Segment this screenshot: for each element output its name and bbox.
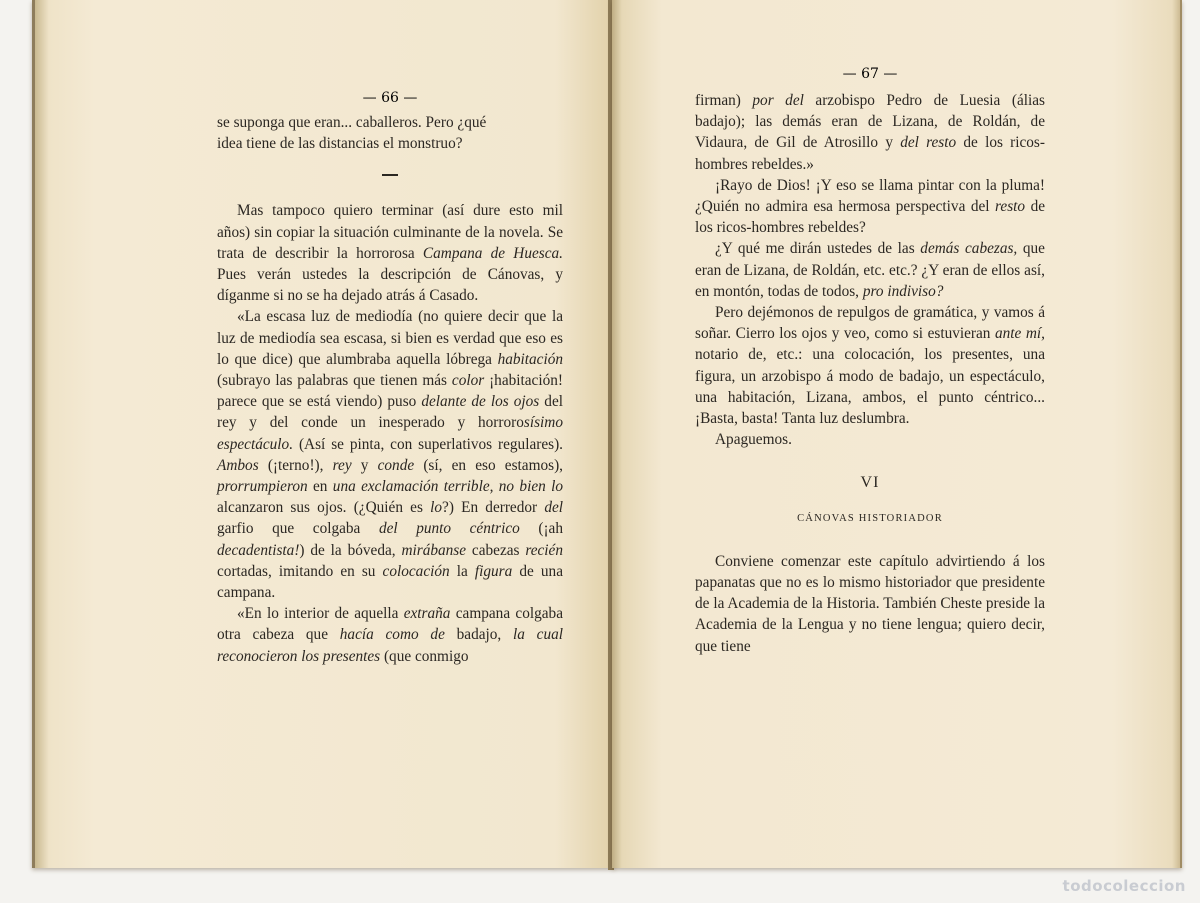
paragraph-text: que eran de Lizana, de Roldán, etc. etc.? ¿Y eran de ellos así, en montón, todas de todos, (695, 240, 1045, 300)
paragraph-italic-text: ante mí, (994, 325, 1045, 343)
paragraph-italic-text: pro indiviso? (862, 282, 944, 300)
left-page (32, 0, 615, 868)
left-page-text (217, 112, 563, 667)
paragraph-italic-text: prorrumpieron (217, 478, 308, 496)
paragraph: Apaguemos. (715, 431, 792, 449)
paragraph-italic-text: Campana de Huesca. (422, 244, 564, 262)
paragraph-text: cortadas, imitando en su (217, 562, 383, 580)
paragraph-text: Pues verán ustedes la descripción de Cánovas, y díganme si no se ha dejado atrás á Casado. (217, 266, 563, 305)
paragraph-italic-text: Ambos (217, 456, 259, 474)
paragraph-text: (subrayo las palabras que tienen más (217, 372, 452, 390)
paragraph (217, 603, 563, 667)
paragraph-text: ?) En derredor (442, 499, 545, 517)
paragraph-italic-text: la cual reconocieron los presentes (217, 626, 564, 665)
paragraph-text: (Así se pinta, con superlativos regulares). (293, 435, 563, 453)
paragraph-italic-text: del resto (900, 134, 957, 152)
paragraph (695, 302, 1045, 429)
paragraph-italic-text: sísimo espectáculo. (217, 414, 563, 453)
paragraph (695, 175, 1045, 239)
paragraph-italic-text: demás cabezas, (920, 240, 1018, 258)
paragraph: Conviene comenzar este capítulo advirtiendo á los papanatas que no es lo mismo historiador que presidente de la Academia de la Historia. También Cheste preside la Academia de la Lengua y no tiene lengua; quiero decir, que tiene (695, 552, 1045, 655)
paragraph-italic-text: decadentista! (217, 541, 300, 559)
paragraph-text: en (307, 478, 333, 496)
paragraph (217, 200, 563, 306)
paragraph-text: (¡terno!), (258, 456, 333, 474)
paragraph-italic-text: resto (995, 198, 1026, 216)
right-page (612, 0, 1182, 868)
paragraph-text: y (351, 456, 378, 474)
paragraph-text: de una campana. (217, 562, 563, 602)
paragraph-text: «La escasa luz de mediodía (no quiere decir que la luz de mediodía sea escasa, si bien es verdad que eso es lo que dice) que alumbraba aquella lóbrega (217, 308, 563, 368)
paragraph-italic-text: delante de los ojos (421, 393, 540, 411)
paragraph-italic-text: lo (430, 499, 443, 517)
paragraph-text: (que conmigo (380, 647, 469, 665)
paragraph-italic-text: color (451, 372, 485, 390)
paragraph-italic-text: por del (752, 92, 804, 109)
paragraph-italic-text: hacía como de (339, 626, 445, 644)
paragraph-text: badajo, (444, 626, 513, 644)
open-book (20, 0, 1192, 875)
paragraph-italic-text: recién (525, 541, 563, 559)
paragraph-text: ¡Rayo de Dios! ¡Y eso se llama pintar con la pluma! ¿Quién no admira esa hermosa perspectiva del (695, 176, 1045, 216)
paragraph-text: (sí, en eso estamos), (414, 456, 563, 474)
paragraph-text: (¡ah (519, 520, 563, 538)
paragraph-italic-text: mirábanse (401, 541, 467, 559)
right-page-text (695, 90, 1045, 657)
paragraph-italic-text: habitación (497, 350, 563, 368)
paragraph-italic-text: una exclamación terrible, no bien lo (332, 478, 564, 496)
paragraph-text: ¿Y qué me dirán ustedes de las (715, 240, 921, 258)
watermark-logo: todocoleccion (1062, 877, 1186, 895)
section-rule (382, 174, 398, 176)
paragraph-text: notario de, etc.: una colocación, los presentes, una figura, un arzobispo á modo de badajo, un espectáculo, una habitación, Lizana, ambos, el punto céntrico... ¡Basta, basta! Tanta luz deslumbra. (695, 346, 1045, 428)
paragraph-text: alcanzaron sus ojos. (¿Quién es (217, 499, 431, 517)
paragraph-text: de los ricos-hombres rebeldes.» (695, 134, 1045, 173)
paragraph-text: ) de la bóveda, (299, 541, 402, 559)
paragraph-text: la (449, 562, 475, 580)
page-number-left: — 66 — (362, 90, 418, 106)
paragraph-text: ¡habitación! parece que se está viendo) puso (217, 372, 563, 411)
paragraph-text: Mas tampoco quiero terminar (así dure esto mil años) sin copiar la situación culminante de la novela. Se trata de describir la horrorosa (217, 202, 563, 262)
paragraph-text: arzobispo Pedro de Luesia (álias badajo); las demás eran de Lizana, de Roldán, de Vidaura, de Gil de Atrosillo y (695, 92, 1045, 152)
paragraph-text: garfio que colgaba (217, 520, 379, 538)
paragraph-italic-text: del punto céntrico (378, 520, 520, 538)
paragraph-italic-text: extraña (403, 605, 451, 623)
paragraph-text: firman) (695, 92, 753, 109)
paragraph-italic-text: figura (474, 562, 513, 580)
paragraph-text: Pero dejémonos de repulgos de gramática, y vamos á soñar. Cierro los ojos y veo, como si estuvieran (695, 304, 1045, 343)
paragraph-italic-text: rey (332, 456, 352, 474)
paragraph-italic-text: del (544, 499, 564, 517)
paragraph-text: cabezas (466, 541, 526, 559)
page-number-right: — 67 — (842, 66, 898, 82)
paragraph-text: del rey y del conde un inesperado y horroro (217, 393, 563, 432)
paragraph-text: «En lo interior de aquella (237, 605, 404, 623)
paragraph-italic-text: colocación (382, 562, 450, 580)
paragraph (695, 90, 1045, 175)
chapter-number: VI (860, 474, 880, 492)
paragraph (217, 306, 563, 603)
text-line: idea tiene de las distancias el monstruo? (217, 135, 463, 153)
text-line: se suponga que eran... caballeros. Pero ¿qué (217, 114, 487, 131)
paragraph-text: de los ricos-hombres rebeldes? (695, 198, 1046, 237)
paragraph (695, 238, 1045, 302)
paragraph-italic-text: conde (377, 456, 415, 474)
paragraph-text: campana colgaba otra cabeza que (217, 605, 563, 644)
chapter-title: CÁNOVAS HISTORIADOR (797, 512, 943, 524)
